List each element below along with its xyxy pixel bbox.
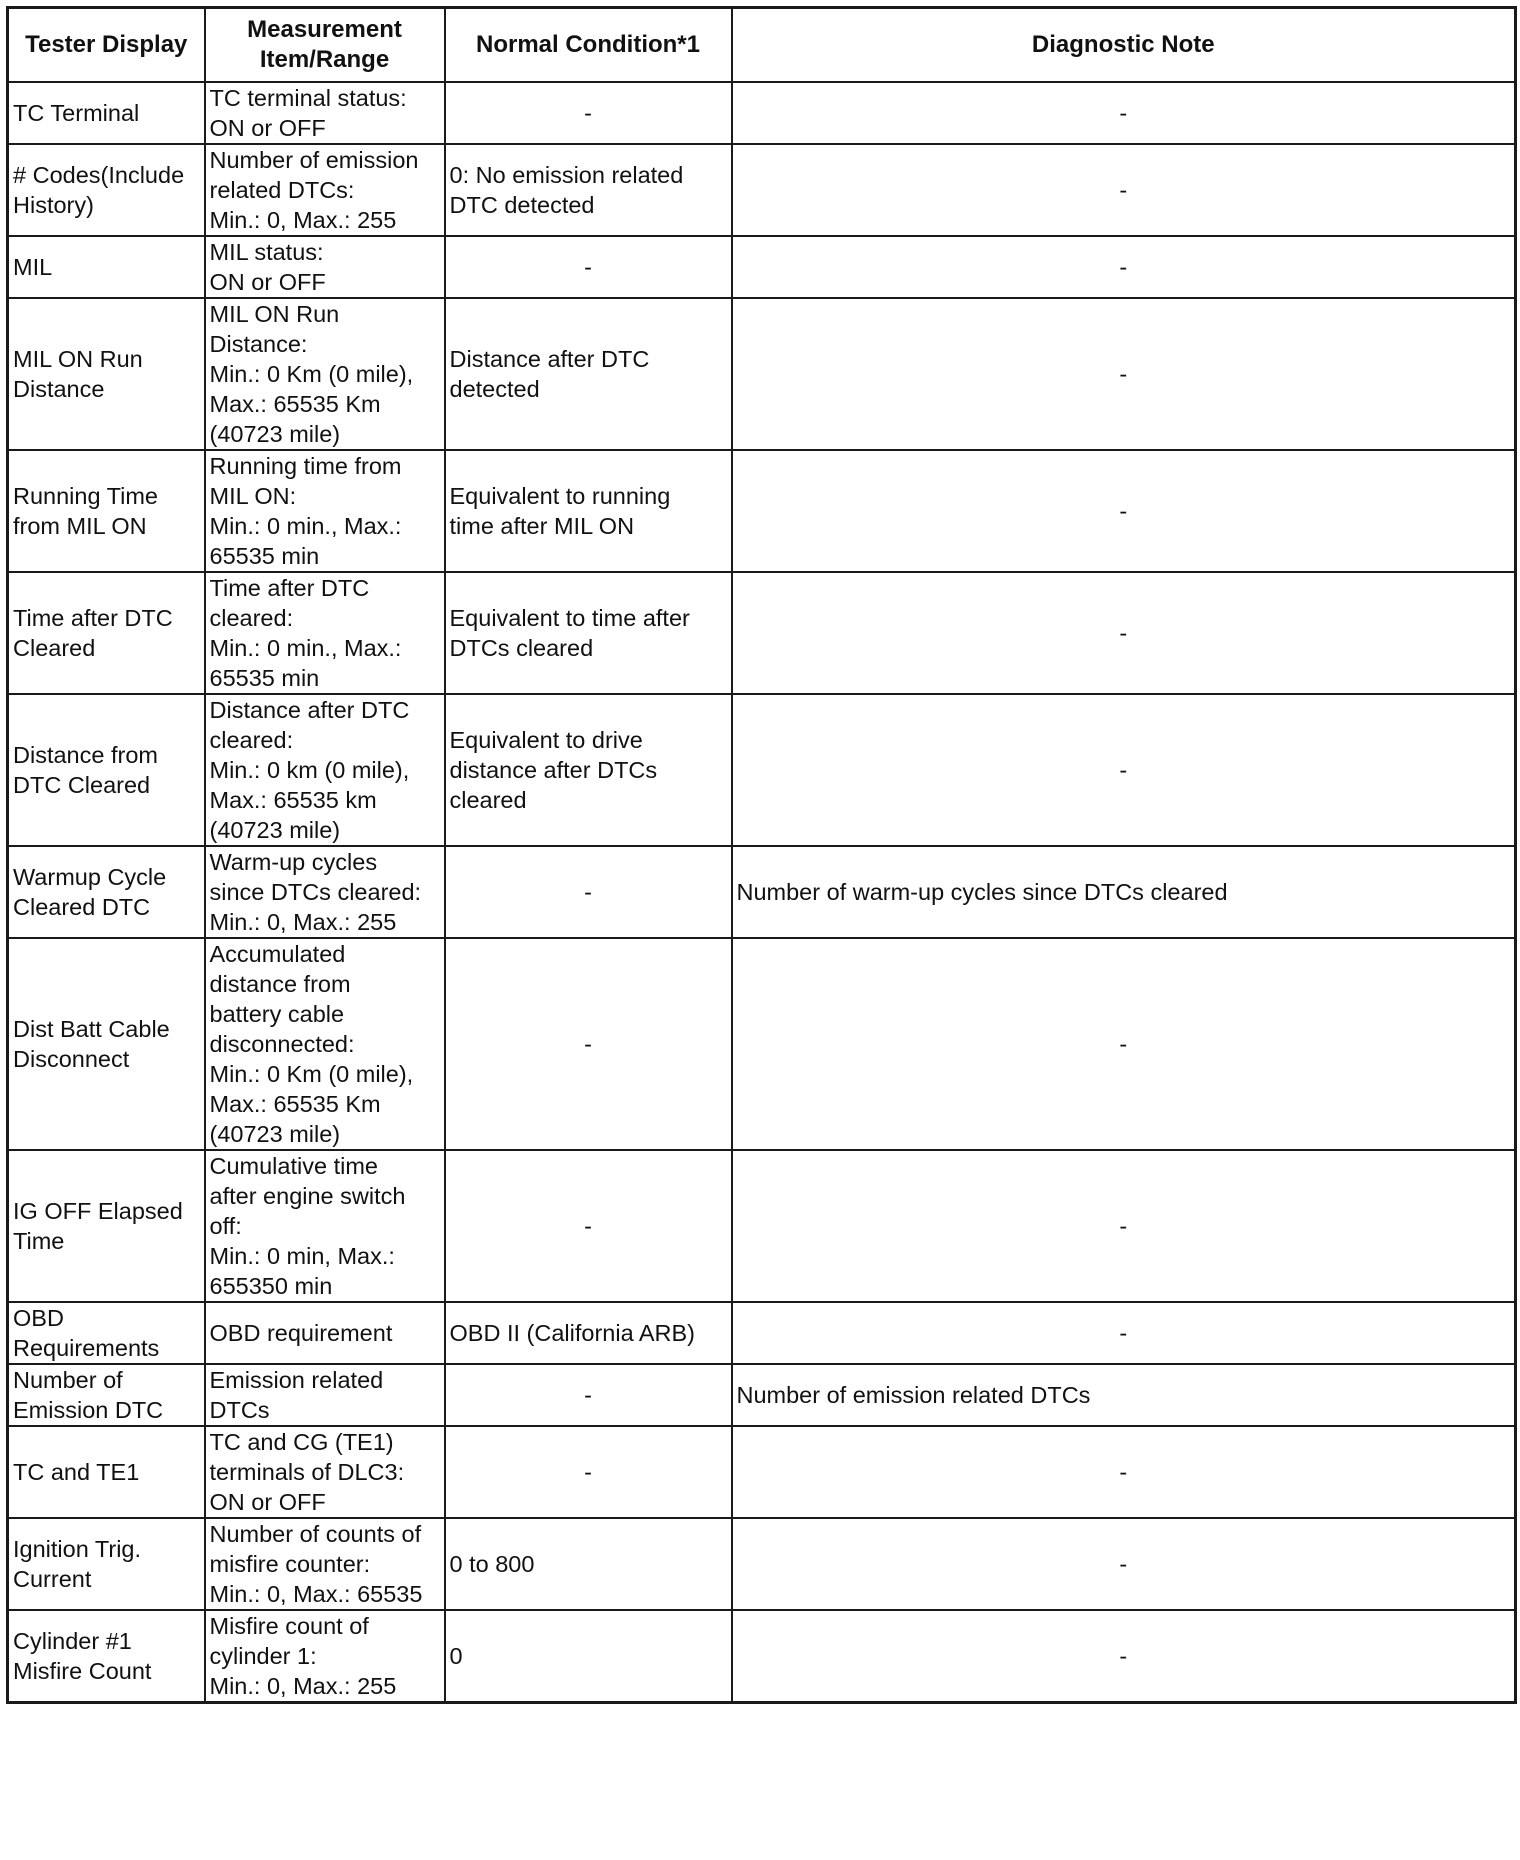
cell-text-line: Distance: (209, 331, 308, 357)
cell-text-line: misfire counter: (209, 1551, 371, 1577)
cell-text-line: Equivalent to running (449, 483, 671, 509)
cell-text-line: Min.: 0, Max.: 255 (209, 1673, 397, 1699)
table-row (8, 1302, 1516, 1364)
cell-diagnostic-note (732, 82, 1516, 144)
cell-measurement-item (205, 1302, 445, 1364)
cell-text-line: Running time from (209, 453, 402, 479)
cell-text-line: Emission DTC (13, 1397, 164, 1423)
cell-text-line: 65535 min (209, 543, 320, 569)
cell-measurement-item (205, 1150, 445, 1302)
cell-tester-display (8, 938, 205, 1150)
cell-text-line: # Codes(Include (13, 162, 185, 188)
cell-text-line: Distance after DTC (209, 697, 410, 723)
cell-text-line: (40723 mile) (209, 421, 341, 447)
cell-text-line: distance after DTCs (449, 757, 658, 783)
cell-diagnostic-note (732, 846, 1516, 938)
cell-text-line: - (584, 1213, 592, 1239)
cell-text-line: off: (209, 1213, 242, 1239)
cell-text-line: Max.: 65535 Km (209, 391, 381, 417)
cell-text-line: Min.: 0 Km (0 mile), (209, 1061, 414, 1087)
cell-text-line: Warmup Cycle (13, 864, 167, 890)
cell-measurement-item (205, 144, 445, 236)
cell-text-line: Misfire count of (209, 1613, 369, 1639)
cell-diagnostic-note (732, 694, 1516, 846)
cell-tester-display (8, 1302, 205, 1364)
cell-text-line: - (584, 879, 592, 905)
cell-tester-display (8, 846, 205, 938)
cell-text-line: ON or OFF (209, 1489, 326, 1515)
cell-text-line: - (584, 1031, 592, 1057)
cell-text-line: Min.: 0 min., Max.: (209, 513, 402, 539)
table-row (8, 1150, 1516, 1302)
cell-text-line: Running Time (13, 483, 158, 509)
cell-text-line: Number of emission related DTCs (736, 1382, 1091, 1408)
cell-text-line: 65535 min (209, 665, 320, 691)
table-row (8, 694, 1516, 846)
cell-text-line: TC Terminal (13, 100, 140, 126)
cell-text-line: - (584, 1382, 592, 1408)
cell-text-line: - (1119, 620, 1128, 646)
cell-text-line: detected (449, 376, 540, 402)
cell-text-line: Min.: 0 min., Max.: (209, 635, 402, 661)
cell-text-line: ON or OFF (209, 269, 326, 295)
cell-text-line: Misfire Count (13, 1658, 152, 1684)
header-row (8, 8, 1516, 83)
cell-normal-condition (445, 694, 732, 846)
cell-text-line: (40723 mile) (209, 817, 341, 843)
cell-text-line: related DTCs: (209, 177, 355, 203)
cell-text-line: Accumulated (209, 941, 346, 967)
cell-text-line: 655350 min (209, 1273, 333, 1299)
cell-text-line: Number of emission (209, 147, 419, 173)
cell-normal-condition (445, 1150, 732, 1302)
cell-text-line: TC and CG (TE1) (209, 1429, 394, 1455)
cell-text-line: ON or OFF (209, 115, 326, 141)
table-row (8, 1426, 1516, 1518)
cell-diagnostic-note (732, 450, 1516, 572)
cell-text-line: Time after DTC (209, 575, 370, 601)
cell-text-line: MIL (13, 254, 53, 280)
cell-text-line: History) (13, 192, 94, 218)
cell-measurement-item (205, 1610, 445, 1703)
data-list-table (6, 6, 1517, 1704)
cell-text-line: DTCs (209, 1397, 270, 1423)
cell-text-line: - (1119, 361, 1128, 387)
cell-text-line: Cleared (13, 635, 96, 661)
cell-text-line: Dist Batt Cable (13, 1016, 170, 1042)
cell-text-line: OBD requirement (209, 1320, 393, 1346)
cell-normal-condition (445, 1518, 732, 1610)
cell-text-line: 0 (449, 1643, 463, 1669)
cell-tester-display (8, 694, 205, 846)
cell-diagnostic-note (732, 1302, 1516, 1364)
cell-text-line: Ignition Trig. (13, 1536, 142, 1562)
data-list-sheet (6, 6, 1514, 1704)
header-tester-display: Tester Display (8, 8, 205, 83)
table-row (8, 298, 1516, 450)
cell-normal-condition (445, 1426, 732, 1518)
cell-text-line: Requirements (13, 1335, 160, 1361)
cell-text-line: terminals of DLC3: (209, 1459, 405, 1485)
cell-text-line: TC and TE1 (13, 1459, 140, 1485)
cell-measurement-item (205, 694, 445, 846)
cell-diagnostic-note (732, 1426, 1516, 1518)
cell-text-line: Cleared DTC (13, 894, 151, 920)
cell-text-line: Min.: 0, Max.: 255 (209, 207, 397, 233)
table-row (8, 1364, 1516, 1426)
cell-text-line: MIL ON Run (209, 301, 340, 327)
cell-text-line: Cumulative time (209, 1153, 378, 1179)
cell-text-line: - (1119, 1031, 1128, 1057)
cell-text-line: cleared: (209, 605, 294, 631)
table-row (8, 1610, 1516, 1703)
cell-tester-display (8, 572, 205, 694)
cell-text-line: Equivalent to drive (449, 727, 643, 753)
cell-text-line: DTC detected (449, 192, 595, 218)
cell-text-line: MIL ON: (209, 483, 297, 509)
cell-text-line: Emission related (209, 1367, 384, 1393)
table-row (8, 938, 1516, 1150)
cell-tester-display (8, 1518, 205, 1610)
cell-text-line: cleared: (209, 727, 294, 753)
cell-text-line: DTCs cleared (449, 635, 594, 661)
table-row (8, 236, 1516, 298)
cell-tester-display (8, 1364, 205, 1426)
cell-measurement-item (205, 1518, 445, 1610)
header-diagnostic-note: Diagnostic Note (732, 8, 1516, 83)
cell-text-line: battery cable (209, 1001, 345, 1027)
cell-text-line: disconnected: (209, 1031, 355, 1057)
cell-normal-condition (445, 1364, 732, 1426)
cell-text-line: MIL ON Run (13, 346, 143, 372)
cell-text-line: 0 to 800 (449, 1551, 535, 1577)
cell-text-line: - (1119, 757, 1128, 783)
table-row (8, 846, 1516, 938)
cell-normal-condition (445, 82, 732, 144)
cell-measurement-item (205, 1426, 445, 1518)
cell-tester-display (8, 82, 205, 144)
cell-text-line: cleared (449, 787, 527, 813)
cell-measurement-item (205, 1364, 445, 1426)
cell-normal-condition (445, 236, 732, 298)
cell-text-line: Min.: 0, Max.: 255 (209, 909, 397, 935)
cell-text-line: DTC Cleared (13, 772, 151, 798)
cell-tester-display (8, 298, 205, 450)
cell-text-line: Max.: 65535 km (209, 787, 377, 813)
cell-text-line: time after MIL ON (449, 513, 635, 539)
cell-text-line: - (1119, 1643, 1128, 1669)
cell-normal-condition (445, 298, 732, 450)
cell-text-line: Time (13, 1228, 65, 1254)
cell-measurement-item (205, 450, 445, 572)
cell-text-line: Equivalent to time after (449, 605, 690, 631)
cell-normal-condition (445, 572, 732, 694)
cell-tester-display (8, 450, 205, 572)
cell-normal-condition (445, 1302, 732, 1364)
cell-text-line: Min.: 0 km (0 mile), (209, 757, 410, 783)
cell-measurement-item (205, 236, 445, 298)
cell-measurement-item (205, 82, 445, 144)
cell-diagnostic-note (732, 236, 1516, 298)
cell-text-line: Min.: 0 Km (0 mile), (209, 361, 414, 387)
cell-diagnostic-note (732, 1518, 1516, 1610)
cell-normal-condition (445, 450, 732, 572)
cell-diagnostic-note (732, 572, 1516, 694)
cell-diagnostic-note (732, 1364, 1516, 1426)
cell-text-line: (40723 mile) (209, 1121, 341, 1147)
cell-diagnostic-note (732, 1610, 1516, 1703)
cell-text-line: - (1119, 498, 1128, 524)
cell-text-line: Number of counts of (209, 1521, 422, 1547)
cell-text-line: 0: No emission related (449, 162, 684, 188)
cell-text-line: cylinder 1: (209, 1643, 317, 1669)
cell-tester-display (8, 1610, 205, 1703)
cell-diagnostic-note (732, 938, 1516, 1150)
cell-tester-display (8, 1426, 205, 1518)
cell-text-line: OBD II (California ARB) (449, 1320, 696, 1346)
table-row (8, 1518, 1516, 1610)
cell-text-line: - (1119, 100, 1128, 126)
cell-text-line: - (1119, 1551, 1128, 1577)
cell-text-line: Distance from (13, 742, 158, 768)
cell-text-line: Time after DTC (13, 605, 173, 631)
cell-tester-display (8, 1150, 205, 1302)
cell-text-line: Cylinder #1 (13, 1628, 132, 1654)
cell-text-line: - (1119, 177, 1128, 203)
cell-text-line: - (1119, 1213, 1128, 1239)
cell-text-line: after engine switch (209, 1183, 406, 1209)
cell-normal-condition (445, 938, 732, 1150)
cell-diagnostic-note (732, 144, 1516, 236)
cell-text-line: - (584, 254, 592, 280)
cell-text-line: Current (13, 1566, 92, 1592)
cell-normal-condition (445, 1610, 732, 1703)
cell-measurement-item (205, 298, 445, 450)
cell-text-line: TC terminal status: (209, 85, 407, 111)
cell-text-line: - (1119, 254, 1128, 280)
cell-measurement-item (205, 572, 445, 694)
cell-text-line: Number of warm-up cycles since DTCs cleared (736, 879, 1228, 905)
cell-text-line: MIL status: (209, 239, 324, 265)
header-measurement-item: Measurement Item/Range (205, 8, 445, 83)
cell-text-line: Number of (13, 1367, 123, 1393)
cell-text-line: - (584, 100, 592, 126)
cell-normal-condition (445, 144, 732, 236)
cell-text-line: Min.: 0, Max.: 65535 (209, 1581, 423, 1607)
cell-text-line: distance from (209, 971, 351, 997)
cell-normal-condition (445, 846, 732, 938)
cell-measurement-item (205, 846, 445, 938)
table-body (8, 82, 1516, 1703)
cell-text-line: - (1119, 1320, 1128, 1346)
table-row (8, 144, 1516, 236)
table-row (8, 572, 1516, 694)
cell-text-line: from MIL ON (13, 513, 147, 539)
cell-text-line: Warm-up cycles (209, 849, 378, 875)
cell-text-line: Distance after DTC (449, 346, 650, 372)
cell-tester-display (8, 144, 205, 236)
cell-measurement-item (205, 938, 445, 1150)
table-row (8, 82, 1516, 144)
cell-text-line: - (584, 1459, 592, 1485)
cell-diagnostic-note (732, 1150, 1516, 1302)
cell-diagnostic-note (732, 298, 1516, 450)
table-row (8, 450, 1516, 572)
cell-text-line: since DTCs cleared: (209, 879, 422, 905)
cell-text-line: IG OFF Elapsed (13, 1198, 183, 1224)
header-normal-condition: Normal Condition*1 (445, 8, 732, 83)
cell-text-line: Disconnect (13, 1046, 130, 1072)
cell-text-line: Min.: 0 min, Max.: (209, 1243, 395, 1269)
cell-text-line: - (1119, 1459, 1128, 1485)
cell-text-line: OBD (13, 1305, 64, 1331)
cell-text-line: Distance (13, 376, 105, 402)
cell-tester-display (8, 236, 205, 298)
cell-text-line: Max.: 65535 Km (209, 1091, 381, 1117)
